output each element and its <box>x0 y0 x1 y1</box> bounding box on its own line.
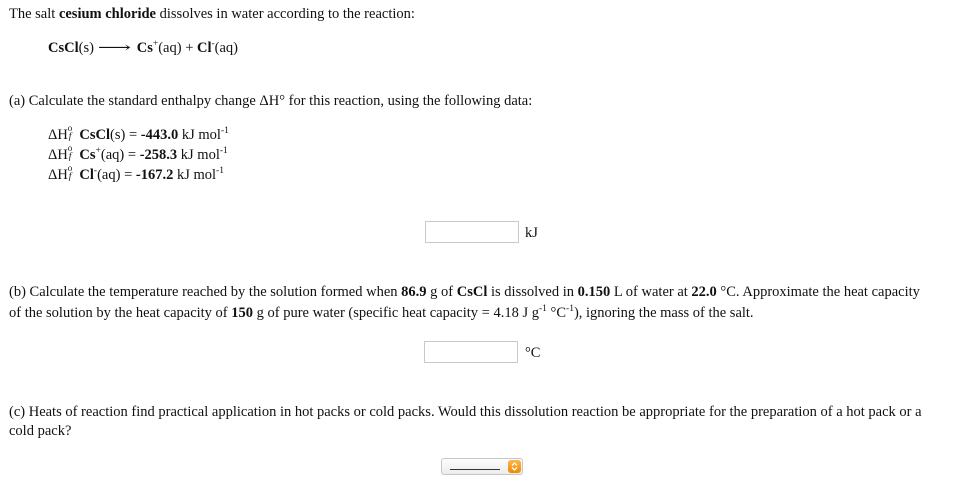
chevron-updown-icon <box>508 460 521 473</box>
temperature-unit-label: °C <box>525 345 541 361</box>
enthalpy-answer-input[interactable] <box>425 221 519 243</box>
hot-cold-pack-select[interactable] <box>441 458 523 475</box>
reaction-equation: CsCl(s) ⟶ Cs+(aq) + Cl-(aq) <box>48 39 239 56</box>
enthalpy-row-cscl: ΔH o f CsCl(s) = -443.0 kJ mol$^{-1}$ <box>48 123 229 143</box>
part-c-question-line1: (c) Heats of reaction find practical application in hot packs or cold packs. Would this dissolution reaction be appropriate for the preparation of a hot pack or a <box>9 404 922 420</box>
reaction-arrow: ⟶ <box>97 40 131 56</box>
part-b-question-line2: of the solution by the heat capacity of 150 g of pure water (specific heat capacity = 4.18 J $g^{-1}$ $^\circ C^{-1}$), ignoring the mass of the salt. <box>9 304 754 321</box>
enthalpy-row-cs: ΔH o f Cs+(aq) = -258.3 kJ mol$^{-1}$ <box>48 143 228 163</box>
enthalpy-unit-label: kJ <box>525 225 538 241</box>
part-c-question-line2: cold pack? <box>9 423 72 439</box>
salt-name: cesium chloride <box>58 6 156 22</box>
intro-text: The salt cesium chloride dissolves in water according to the reaction: <box>9 6 415 22</box>
temperature-answer-input[interactable] <box>424 341 518 363</box>
enthalpy-row-cl: ΔH o f Cl-(aq) = -167.2 kJ mol$^{-1}$ <box>48 163 224 183</box>
part-a-question: (a) Calculate the standard enthalpy change ΔH° for this reaction, using the following data: <box>9 93 533 109</box>
part-b-question-line1: (b) Calculate the temperature reached by the solution formed when 86.9 g of CsCl is dissolved in 0.150 L of water at 22.0 °C. Approximate the heat capacity <box>9 284 920 300</box>
